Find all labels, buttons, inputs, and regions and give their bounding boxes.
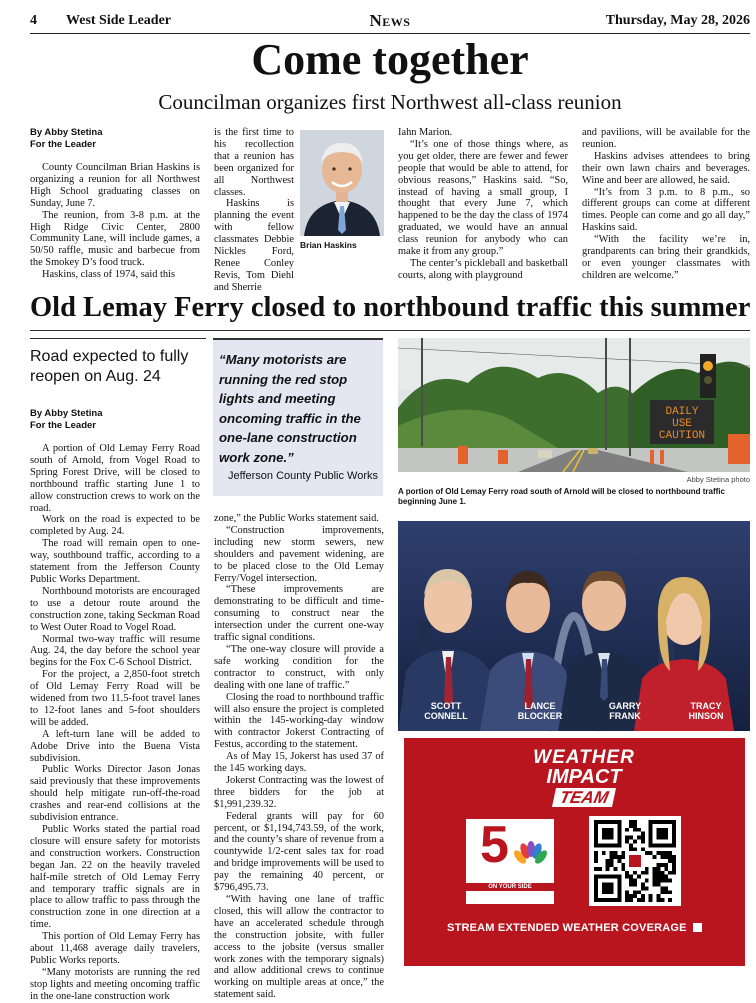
qr-code[interactable] <box>589 816 681 906</box>
svg-text:CAUTION: CAUTION <box>658 430 706 442</box>
peacock-icon <box>514 839 544 865</box>
weather-impact-team-ad[interactable] <box>404 738 745 966</box>
weather-ad-footer: STREAM EXTENDED WEATHER COVERAGE <box>404 922 745 934</box>
article-paragraph: County Councilman Brian Haskins is organizing a reunion for all Northwest High School graduating classes on Sunday, June 7. <box>30 162 200 209</box>
article-paragraph: “It’s one of those things where, as you get older, there are fewer and fewer people that would be able to attend, for obvious reasons,” Haskins said. “So, instead of having a small group, I thought that every June 7, which happened to be the day the class of 1974 graduated, we would have an annual class reunion for anybody who can make it from any group.” <box>398 138 568 258</box>
article-paragraph: A portion of Old Lemay Ferry Road south of Arnold, from Vogel Road to Spring Forest Drive, will be closed to northbound traffic starting June 1 to allow construction crews to work on the road. <box>30 443 200 514</box>
article-paragraph: Jokerst Contracting was the lowest of three bidders for the job at $1,991,239.32. <box>214 774 384 810</box>
lemay-subhead: Road expected to fully reopen on Aug. 24 <box>30 338 206 387</box>
article-paragraph: “With the facility we’re in, grandparents can bring their grandkids, or even younger classmates with children are welcome.” <box>582 234 750 281</box>
lemay-headline: Old Lemay Ferry closed to northbound traffic this summer <box>30 290 750 331</box>
byline-org: For the Leader <box>30 138 96 150</box>
article-paragraph: Public Works Director Jason Jonas said previously that these improvements should help mitigate run-off-the-road crashes and rear-end collisions at the subdivision entrance. <box>30 764 200 824</box>
svg-text:USE: USE <box>672 418 692 430</box>
anchor-name-4: TRACY HINSON <box>688 701 724 721</box>
reunion-column-1 <box>30 127 200 281</box>
anchor-name-1: SCOTT CONNELL <box>424 701 468 721</box>
article-paragraph: “The one-way closure will provide a safe working condition for the contractor to construct, with only dealing with one lane of traffic.” <box>214 643 384 691</box>
page-number: 4 <box>30 13 37 28</box>
article-paragraph: The center’s pickleball and basketball courts, along with playground <box>398 257 568 281</box>
article-paragraph: As of May 15, Jokerst has used 37 of the 145 working days. <box>214 751 384 775</box>
article-paragraph: Northbound motorists are encouraged to use a detour route around the construction zone, taking Seckman Road to West Outer Road to Vogel Road. <box>30 585 200 633</box>
byline-org: For the Leader <box>30 419 96 431</box>
article-paragraph: Iahn Marion. <box>398 127 453 138</box>
svg-text:DAILY: DAILY <box>665 406 699 418</box>
pull-quote-attribution: Jefferson County Public Works <box>228 470 378 482</box>
reunion-column-2 <box>214 127 294 294</box>
road-photo-caption: A portion of Old Lemay Ferry road south of Arnold will be closed to northbound traffic beginning June 1. <box>398 487 725 506</box>
road-photo-credit: Abby Stetina photo <box>686 475 750 484</box>
brian-haskins-photo <box>300 130 384 236</box>
article-paragraph: The road will remain open to one-way, southbound traffic, according to a statement from the Jefferson County Public Works Department. <box>30 538 200 585</box>
ksdk-5-logo: 5 ON YOUR SIDE <box>466 819 554 904</box>
play-square-icon <box>693 923 702 932</box>
news-anchors-ad <box>398 521 750 731</box>
issue-date: Thursday, May 28, 2026 <box>605 13 750 28</box>
section-name: News <box>369 11 411 30</box>
article-paragraph: Public Works stated the partial road closure will ensure safety for motorists and construction workers. Construction began Jan. 22 on the heavily traveled half-mile stretch of Old Lemay Ferry and temporary traffic signals are in place to allow traffic to pass through the construction zone in one direction at a time. <box>30 824 200 931</box>
article-paragraph: Normal two-way traffic will resume Aug. 24, the day before the school year begins for the Fox C-6 School District. <box>30 633 200 669</box>
lemay-byline <box>30 408 200 431</box>
page-header <box>30 10 750 34</box>
pull-quote: “Many motorists are running the red stop lights and meeting oncoming traffic in the one-lane construction work zone.” <box>219 352 361 465</box>
article-paragraph: “With having one lane of traffic closed, this will allow the contractor to have an accelerated schedule through the construction jobsite, with fuller access to the jobsite (versus smaller work zones with the temporary signals) and allow additional crews to continue working on multiple areas at once,” the statement said. <box>214 894 384 1001</box>
article-paragraph: and pavilions, will be available for the reunion. <box>582 127 750 150</box>
article-paragraph: The reunion, from 3-8 p.m. at the High Ridge Civic Center, 2800 Community Lane, will include games, a 50/50 raffle, music and barbecue from the Smokey D’s food truck. <box>30 209 200 269</box>
anchor-name-2: LANCE BLOCKER <box>517 701 563 721</box>
article-paragraph: zone,” the Public Works statement said. <box>214 513 379 524</box>
pull-quote-box <box>213 338 383 496</box>
reunion-column-3 <box>398 127 568 282</box>
lemay-column-1 <box>30 408 200 1003</box>
reunion-byline <box>30 127 200 150</box>
paper-name: West Side Leader <box>66 13 171 28</box>
reunion-headline: Come together <box>251 35 529 84</box>
reunion-column-4 <box>582 127 750 282</box>
article-paragraph: Federal grants will pay for 60 percent, or $1,194,743.59, of the work, and the county’s share of revenue from a countywide 1/2-cent sales tax for road and bridge improvements will be used to pay the remaining 40 percent, or $796,495.73. <box>214 810 384 894</box>
article-paragraph: Haskins advises attendees to bring their own lawn chairs and beverages. Wine and beer are allowed, he said. <box>582 150 750 186</box>
article-paragraph: is the first time to his recollection that a reunion has been organized for all Northwest classes. <box>214 127 294 198</box>
byline-name: By Abby Stetina <box>30 408 103 419</box>
article-paragraph: “Many motorists are running the red stop lights and meeting oncoming traffic in the one-lane construction work <box>30 966 200 1002</box>
article-paragraph: For the project, a 2,850-foot stretch of Old Lemay Ferry Road will be widened from two 11.5-foot travel lanes to 12-foot lanes and 5-foot shoulders will be added. <box>30 669 200 728</box>
article-paragraph: Closing the road to northbound traffic will also ensure the project is completed within the 145-working-day window with contractor Jokerst Contracting of Festus, according to the statement. <box>214 691 384 751</box>
article-paragraph: This portion of Old Lemay Ferry has about 11,468 average daily travelers, Public Works reports. <box>30 931 200 966</box>
weather-ad-title: WEATHER IMPACT TEAM <box>533 747 635 807</box>
article-paragraph: Haskins, class of 1974, said this <box>42 269 176 281</box>
article-paragraph: “Construction improvements, including new storm sewers, new shoulders and pavement widening, are to be placed close to the Old Lemay Ferry/Vogel intersection. <box>214 524 384 584</box>
anchor-name-3: GARRY FRANK <box>608 701 642 721</box>
haskins-photo-caption: Brian Haskins <box>300 240 357 250</box>
lemay-column-2 <box>214 513 384 1001</box>
article-paragraph: Haskins is planning the event with fellow classmates Debbie Nickles Ford, Renee Conley Revis, Tom Diehl and Sherrie <box>214 198 294 293</box>
reunion-subhead: Councilman organizes first Northwest all-class reunion <box>158 90 622 114</box>
article-paragraph: A left-turn lane will be added to Adobe Drive into the Buena Vista subdivision. <box>30 728 200 764</box>
article-paragraph: “It’s from 3 p.m. to 8 p.m., so different groups can come at different times. People can come and go all day,” Haskins said. <box>582 186 750 234</box>
byline-name: By Abby Stetina <box>30 127 103 138</box>
road-construction-photo <box>398 338 750 472</box>
article-paragraph: Work on the road is expected to be completed by Aug. 24. <box>30 514 200 538</box>
article-paragraph: “These improvements are demonstrating to be difficult and time-consuming to construct near the intersection under the current one-way traffic signal conditions. <box>214 584 384 644</box>
